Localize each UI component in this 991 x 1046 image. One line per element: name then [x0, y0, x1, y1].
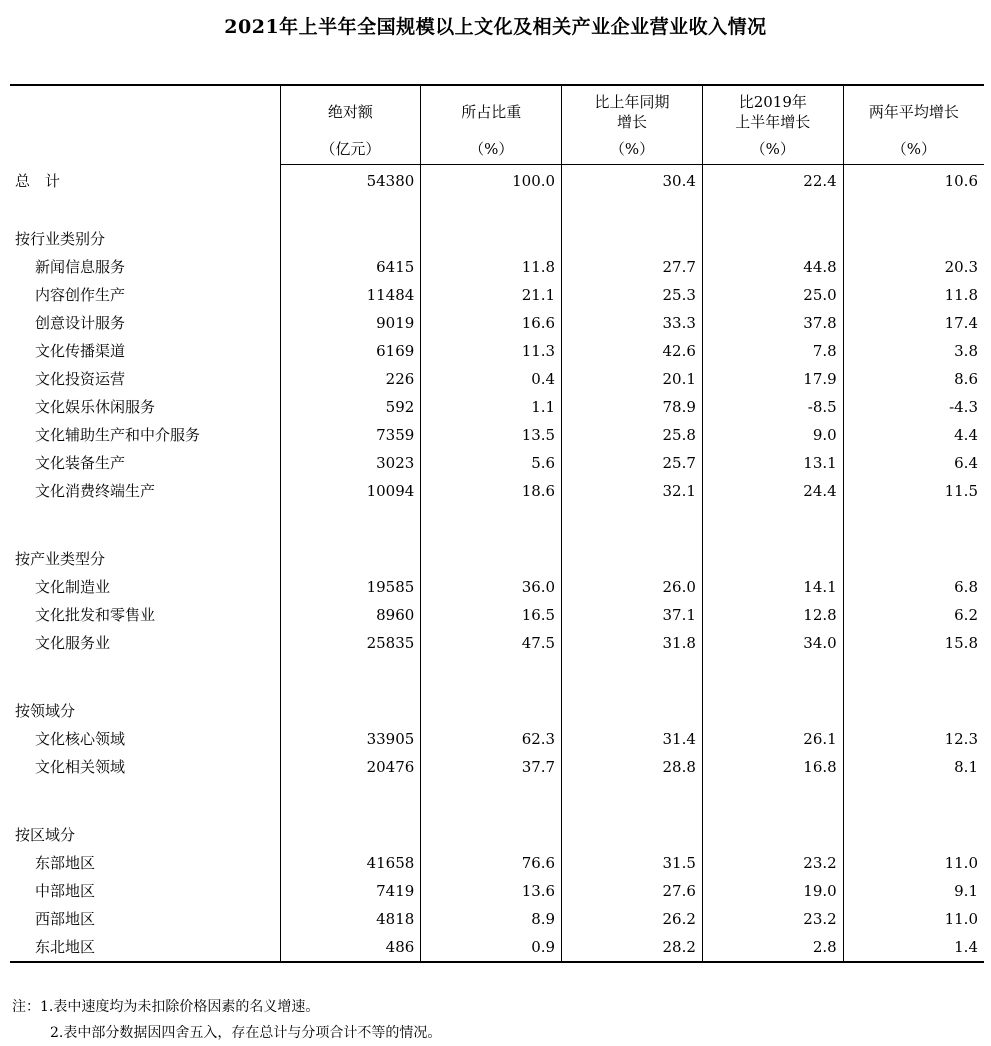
cell-value: 12.8: [702, 601, 843, 629]
cell-value: 31.5: [562, 849, 703, 877]
cell-value: 6169: [280, 337, 421, 365]
cell-value: 47.5: [421, 629, 562, 657]
table-row: [10, 337, 984, 365]
cell-value: 13.1: [702, 449, 843, 477]
cell-value: 0.9: [421, 933, 562, 962]
cell-value: 21.1: [421, 281, 562, 309]
table-row: [10, 393, 984, 421]
row-label: 文化消费终端生产: [10, 477, 280, 505]
header-yoy-growth: 比上年同期 增长: [562, 85, 703, 134]
cell-value: 28.8: [562, 753, 703, 781]
cell-value: 24.4: [702, 477, 843, 505]
cell-value: 1.4: [843, 933, 984, 962]
page-title: 2021年上半年全国规模以上文化及相关产业企业营业收入情况: [224, 16, 767, 38]
group-heading-row: [10, 225, 984, 253]
header-absolute-amount: 绝对额: [280, 85, 421, 134]
cell-value: 9.1: [954, 882, 978, 900]
header-unit: （%）: [843, 134, 984, 165]
cell-value: 486: [280, 933, 421, 962]
table-row: [10, 365, 984, 393]
table-row: [10, 905, 984, 933]
spacer-row: [10, 197, 984, 225]
spacer-row: [10, 657, 984, 697]
cell-value: 22.4: [702, 165, 843, 198]
row-label: 文化制造业: [10, 573, 280, 601]
group-heading: 按产业类型分: [10, 545, 280, 573]
cell-value: 226: [280, 365, 421, 393]
cell-value: 17.9: [702, 365, 843, 393]
header-share: 所占比重: [421, 85, 562, 134]
cell-value: 76.6: [421, 849, 562, 877]
cell-value: 54380: [280, 165, 421, 198]
cell-value: 10094: [280, 477, 421, 505]
row-label: 文化批发和零售业: [10, 601, 280, 629]
row-label: 文化投资运营: [10, 365, 280, 393]
cell-value: 14.1: [702, 573, 843, 601]
table-row: [10, 933, 984, 962]
group-heading-row: [10, 697, 984, 725]
group-heading-row: [10, 545, 984, 573]
table-row: [10, 477, 984, 505]
cell-value: 10.6: [944, 172, 978, 190]
cell-value: 25.7: [562, 449, 703, 477]
cell-value: 34.0: [702, 629, 843, 657]
cell-value: 17.4: [944, 314, 978, 332]
row-label: 东部地区: [10, 849, 280, 877]
cell-value: 6.4: [954, 454, 978, 472]
cell-value: 31.8: [562, 629, 703, 657]
cell-value: 9019: [280, 309, 421, 337]
cell-value: 592: [280, 393, 421, 421]
header-unit: （%）: [562, 134, 703, 165]
cell-value: 32.1: [562, 477, 703, 505]
table-row: [10, 573, 984, 601]
cell-value: 6.2: [954, 606, 978, 624]
total-row: [10, 165, 984, 198]
cell-value: 8.9: [421, 905, 562, 933]
row-label: 西部地区: [10, 905, 280, 933]
cell-value: 11484: [280, 281, 421, 309]
footnotes: [12, 994, 441, 1046]
cell-value: 25835: [280, 629, 421, 657]
header-two-year-avg-growth: 两年平均增长: [843, 85, 984, 134]
cell-value: 7359: [280, 421, 421, 449]
row-label: 文化装备生产: [10, 449, 280, 477]
cell-value: 18.6: [421, 477, 562, 505]
data-table: [10, 84, 984, 963]
cell-value: 6415: [280, 253, 421, 281]
header-unit: （%）: [702, 134, 843, 165]
spacer-row: [10, 781, 984, 821]
cell-value: 37.8: [702, 309, 843, 337]
cell-value: 11.8: [944, 286, 978, 304]
row-label: 中部地区: [10, 877, 280, 905]
cell-value: 44.8: [702, 253, 843, 281]
group-heading: 按领域分: [10, 697, 280, 725]
cell-value: 30.4: [562, 165, 703, 198]
cell-value: 1.1: [421, 393, 562, 421]
header-unit: （亿元）: [280, 134, 421, 165]
cell-value: -8.5: [702, 393, 843, 421]
cell-value: 16.6: [421, 309, 562, 337]
cell-value: 4.4: [954, 426, 978, 444]
cell-value: 12.3: [944, 730, 978, 748]
cell-value: 13.6: [421, 877, 562, 905]
cell-value: 100.0: [421, 165, 562, 198]
cell-value: 41658: [280, 849, 421, 877]
cell-value: 23.2: [702, 849, 843, 877]
cell-value: 11.0: [944, 854, 978, 872]
cell-value: 42.6: [562, 337, 703, 365]
header-blank: [10, 85, 280, 165]
row-label: 文化服务业: [10, 629, 280, 657]
row-label: 文化传播渠道: [10, 337, 280, 365]
cell-value: 16.5: [421, 601, 562, 629]
cell-value: 26.2: [562, 905, 703, 933]
table-header: [10, 85, 984, 165]
cell-value: 19585: [280, 573, 421, 601]
cell-value: 62.3: [421, 725, 562, 753]
table-row: [10, 753, 984, 781]
cell-value: 4818: [280, 905, 421, 933]
cell-value: 78.9: [562, 393, 703, 421]
cell-value: -4.3: [949, 398, 978, 416]
cell-value: 7419: [280, 877, 421, 905]
cell-value: 0.4: [421, 365, 562, 393]
group-heading-row: [10, 821, 984, 849]
cell-value: 11.3: [421, 337, 562, 365]
table-row: [10, 281, 984, 309]
cell-value: 15.8: [944, 634, 978, 652]
cell-value: 33.3: [562, 309, 703, 337]
cell-value: 16.8: [702, 753, 843, 781]
row-label: 文化娱乐休闲服务: [10, 393, 280, 421]
row-label: 东北地区: [10, 933, 280, 962]
cell-value: 2.8: [702, 933, 843, 962]
cell-value: 26.0: [562, 573, 703, 601]
group-heading: 按区域分: [10, 821, 280, 849]
table-row: [10, 849, 984, 877]
cell-value: 31.4: [562, 725, 703, 753]
footnote-1: 注：1.表中速度均为未扣除价格因素的名义增速。: [12, 999, 320, 1015]
row-label: 文化核心领域: [10, 725, 280, 753]
cell-value: 3023: [280, 449, 421, 477]
cell-value: 33905: [280, 725, 421, 753]
row-label: 新闻信息服务: [10, 253, 280, 281]
cell-value: 37.7: [421, 753, 562, 781]
header-vs-2019-growth: 比2019年 上半年增长: [702, 85, 843, 134]
cell-value: 26.1: [702, 725, 843, 753]
cell-value: 11.0: [944, 910, 978, 928]
cell-value: 13.5: [421, 421, 562, 449]
cell-value: 20.1: [562, 365, 703, 393]
cell-value: 3.8: [954, 342, 978, 360]
cell-value: 6.8: [954, 578, 978, 596]
row-label: 总 计: [10, 165, 280, 198]
cell-value: 11.5: [944, 482, 978, 500]
cell-value: 23.2: [702, 905, 843, 933]
cell-value: 25.8: [562, 421, 703, 449]
footnote-2: 2.表中部分数据因四舍五入，存在总计与分项合计不等的情况。: [50, 1025, 442, 1041]
row-label: 创意设计服务: [10, 309, 280, 337]
header-unit: （%）: [421, 134, 562, 165]
cell-value: 8.6: [954, 370, 978, 388]
table-row: [10, 601, 984, 629]
table-row: [10, 877, 984, 905]
group-heading: 按行业类别分: [10, 225, 280, 253]
spacer-row: [10, 505, 984, 545]
table-row: [10, 309, 984, 337]
cell-value: 37.1: [562, 601, 703, 629]
table-row: [10, 421, 984, 449]
cell-value: 20.3: [944, 258, 978, 276]
cell-value: 27.7: [562, 253, 703, 281]
cell-value: 20476: [280, 753, 421, 781]
row-label: 文化相关领域: [10, 753, 280, 781]
cell-value: 8.1: [954, 758, 978, 776]
cell-value: 5.6: [421, 449, 562, 477]
cell-value: 25.3: [562, 281, 703, 309]
table-row: [10, 629, 984, 657]
table-row: [10, 449, 984, 477]
cell-value: 19.0: [702, 877, 843, 905]
row-label: 内容创作生产: [10, 281, 280, 309]
cell-value: 36.0: [421, 573, 562, 601]
cell-value: 27.6: [562, 877, 703, 905]
cell-value: 25.0: [702, 281, 843, 309]
table-row: [10, 725, 984, 753]
row-label: 文化辅助生产和中介服务: [10, 421, 280, 449]
cell-value: 7.8: [702, 337, 843, 365]
cell-value: 11.8: [421, 253, 562, 281]
cell-value: 8960: [280, 601, 421, 629]
cell-value: 28.2: [562, 933, 703, 962]
cell-value: 9.0: [702, 421, 843, 449]
table-row: [10, 253, 984, 281]
